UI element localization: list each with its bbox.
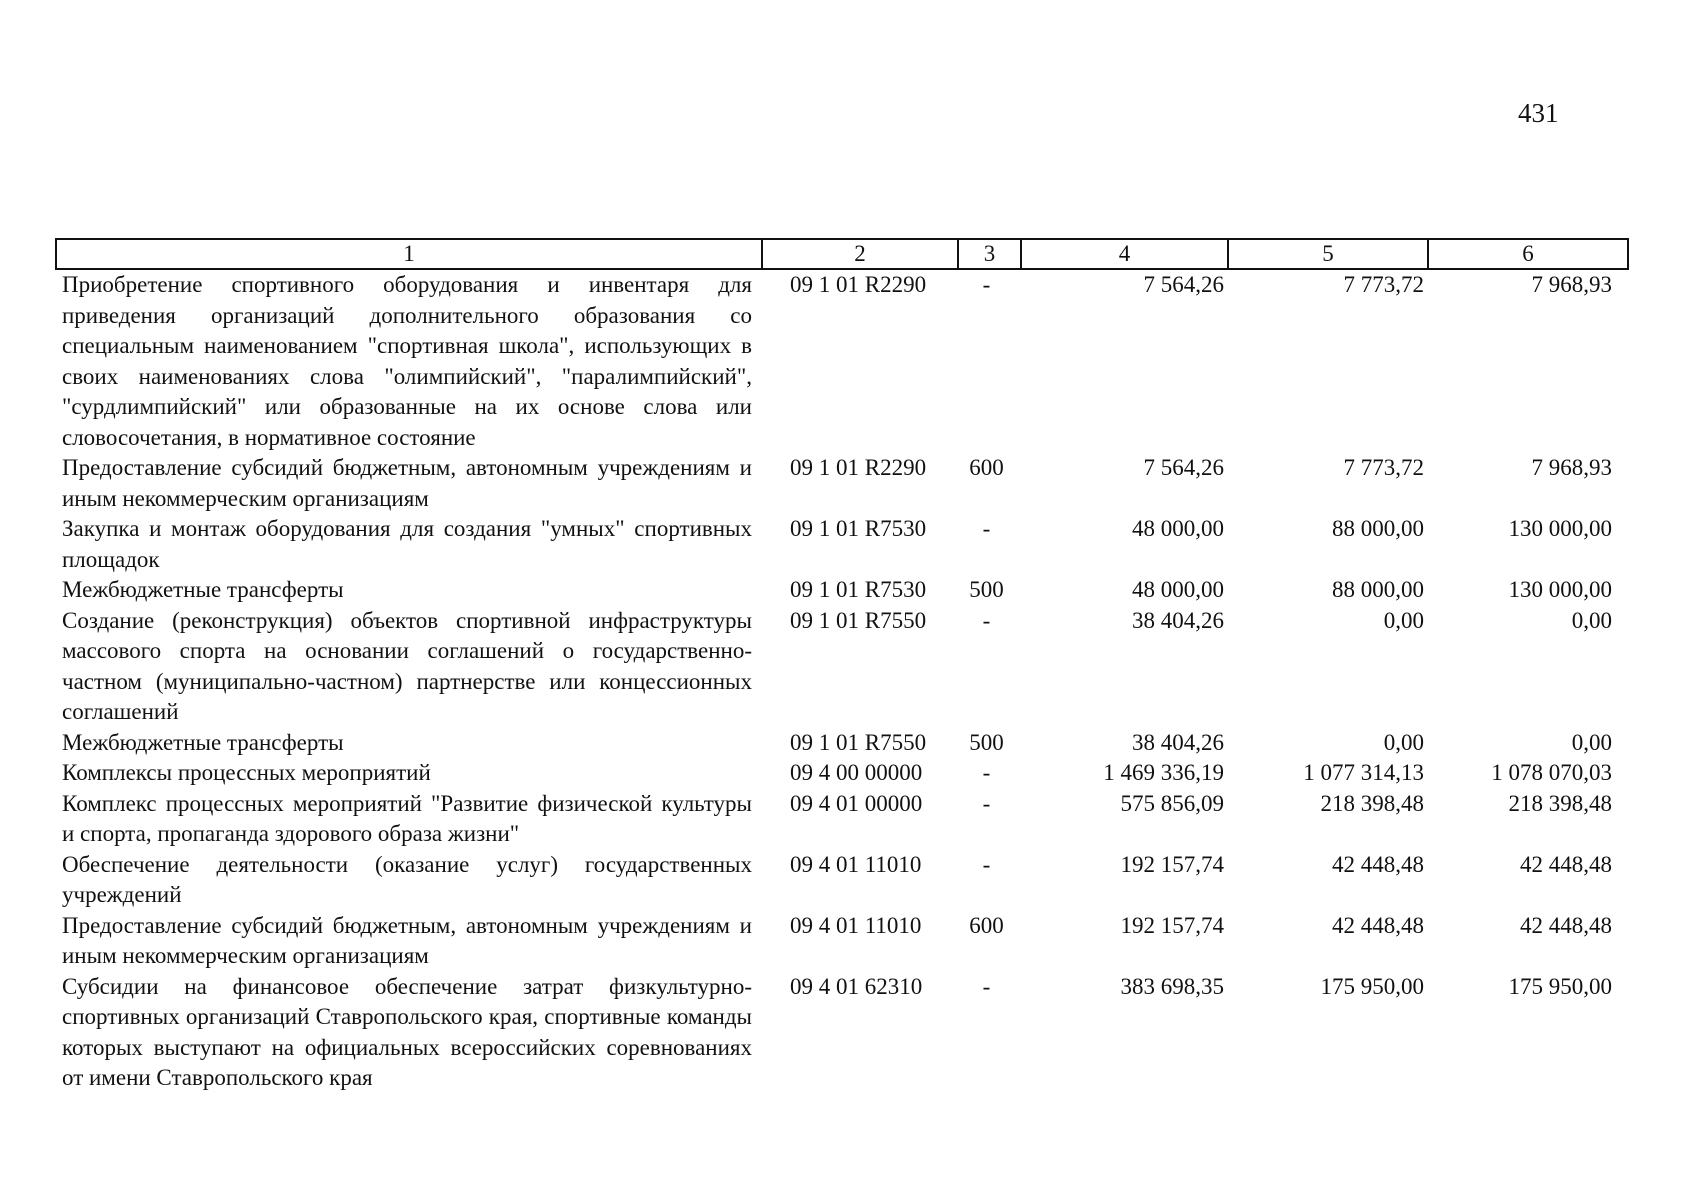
budget-table bbox=[55, 238, 1629, 1094]
table-row bbox=[56, 453, 1628, 514]
row-code: 09 4 00 00000 bbox=[790, 760, 923, 785]
table-row bbox=[56, 728, 1628, 759]
row-amount-col4: 192 157,74 bbox=[1120, 912, 1224, 938]
row-amount-col4: 38 404,26 bbox=[1132, 729, 1224, 755]
row-amount-col5: 7 773,72 bbox=[1343, 272, 1424, 297]
column-header-1: 1 bbox=[56, 239, 762, 269]
row-amount-col5: 42 448,48 bbox=[1332, 851, 1424, 877]
row-name: Закупка и монтаж оборудования для создания "умных" спортивных площадок bbox=[62, 516, 752, 572]
row-amount-col5: 42 448,48 bbox=[1332, 912, 1424, 938]
row-amount-col5: 7 773,72 bbox=[1343, 455, 1424, 480]
row-amount-col5: 0,00 bbox=[1383, 607, 1424, 633]
row-name: Межбюджетные трансферты bbox=[62, 577, 344, 602]
row-name: Создание (реконструкция) объектов спортивной инфраструктуры массового спорта на основании соглашений о государственно-частном (муниципально-частном) партнерстве или концессионных соглашений bbox=[62, 607, 752, 724]
table-row bbox=[56, 911, 1628, 972]
page-number: 431 bbox=[1518, 98, 1559, 128]
row-amount-col5: 88 000,00 bbox=[1332, 516, 1424, 541]
row-code: 09 1 01 R7550 bbox=[790, 729, 927, 755]
row-amount-col4: 48 000,00 bbox=[1132, 516, 1224, 541]
row-amount-col4: 7 564,26 bbox=[1143, 272, 1224, 297]
row-code: 09 1 01 R7550 bbox=[790, 607, 927, 633]
row-amount-col4: 1 469 336,19 bbox=[1103, 760, 1224, 785]
row-code: 09 4 01 11010 bbox=[790, 851, 922, 877]
row-expense-type: 600 bbox=[969, 912, 1004, 938]
row-expense-type: - bbox=[982, 516, 991, 541]
row-code: 09 1 01 R7530 bbox=[790, 516, 927, 541]
table-row bbox=[56, 758, 1628, 789]
row-name: Комплекс процессных мероприятий "Развитие физической культуры и спорта, пропаганда здорового образа жизни" bbox=[62, 790, 752, 846]
column-header-5: 5 bbox=[1228, 239, 1428, 269]
table-body bbox=[56, 269, 1628, 1094]
row-amount-col4: 383 698,35 bbox=[1120, 973, 1224, 999]
row-name: Межбюджетные трансферты bbox=[62, 729, 344, 755]
row-expense-type: - bbox=[982, 973, 991, 999]
row-code: 09 4 01 11010 bbox=[790, 912, 922, 938]
row-expense-type: 600 bbox=[969, 455, 1004, 480]
table-row bbox=[56, 972, 1628, 1094]
table-row bbox=[56, 850, 1628, 911]
row-amount-col6: 130 000,00 bbox=[1508, 577, 1612, 602]
table-row bbox=[56, 575, 1628, 606]
row-amount-col6: 1 078 070,03 bbox=[1491, 760, 1612, 785]
table-header bbox=[56, 239, 1628, 269]
column-header-4: 4 bbox=[1021, 239, 1228, 269]
row-amount-col5: 0,00 bbox=[1383, 729, 1424, 755]
row-expense-type: - bbox=[982, 272, 991, 297]
row-amount-col5: 88 000,00 bbox=[1332, 577, 1424, 602]
row-amount-col4: 48 000,00 bbox=[1132, 577, 1224, 602]
column-header-2: 2 bbox=[762, 239, 958, 269]
table-row bbox=[56, 269, 1628, 453]
row-expense-type: - bbox=[982, 790, 991, 816]
row-code: 09 1 01 R2290 bbox=[790, 455, 927, 480]
row-name: Комплексы процессных мероприятий bbox=[62, 760, 431, 785]
row-amount-col5: 175 950,00 bbox=[1320, 973, 1424, 999]
row-name: Предоставление субсидий бюджетным, автономным учреждениям и иным некоммерческим организациям bbox=[62, 912, 752, 968]
header-row bbox=[56, 239, 1628, 269]
row-expense-type: 500 bbox=[969, 729, 1004, 755]
row-code: 09 4 01 62310 bbox=[790, 973, 923, 999]
row-amount-col6: 7 968,93 bbox=[1531, 272, 1612, 297]
row-amount-col6: 218 398,48 bbox=[1508, 790, 1612, 816]
row-amount-col4: 7 564,26 bbox=[1143, 455, 1224, 480]
table-row bbox=[56, 789, 1628, 850]
row-amount-col6: 0,00 bbox=[1571, 729, 1612, 755]
row-amount-col6: 0,00 bbox=[1571, 607, 1612, 633]
column-header-3: 3 bbox=[958, 239, 1021, 269]
table-row bbox=[56, 606, 1628, 728]
row-amount-col5: 1 077 314,13 bbox=[1303, 760, 1424, 785]
row-name: Приобретение спортивного оборудования и инвентаря для приведения организаций дополнительного образования со специальным наименованием "спортивная школа", использующих в своих наименованиях слова "олимпийский", "паралимпийский", "сурдлимпийский" или образованные на их основе слова или словосочетания, в нормативное состояние bbox=[62, 272, 752, 450]
row-name: Обеспечение деятельности (оказание услуг) государственных учреждений bbox=[62, 851, 752, 907]
row-amount-col6: 42 448,48 bbox=[1520, 912, 1612, 938]
row-amount-col6: 7 968,93 bbox=[1531, 455, 1612, 480]
row-amount-col5: 218 398,48 bbox=[1320, 790, 1424, 816]
row-amount-col6: 42 448,48 bbox=[1520, 851, 1612, 877]
row-code: 09 4 01 00000 bbox=[790, 790, 923, 816]
row-amount-col4: 38 404,26 bbox=[1132, 607, 1224, 633]
row-code: 09 1 01 R2290 bbox=[790, 272, 927, 297]
table-row bbox=[56, 514, 1628, 575]
row-expense-type: - bbox=[982, 851, 991, 877]
column-header-6: 6 bbox=[1428, 239, 1628, 269]
row-expense-type: - bbox=[982, 760, 991, 785]
row-amount-col4: 575 856,09 bbox=[1120, 790, 1224, 816]
row-amount-col6: 175 950,00 bbox=[1508, 973, 1612, 999]
row-amount-col6: 130 000,00 bbox=[1508, 516, 1612, 541]
row-amount-col4: 192 157,74 bbox=[1120, 851, 1224, 877]
row-code: 09 1 01 R7530 bbox=[790, 577, 927, 602]
row-name: Субсидии на финансовое обеспечение затрат физкультурно-спортивных организаций Ставропольского края, спортивные команды которых выступают на официальных всероссийских соревнованиях от имени Ставропольского края bbox=[62, 973, 752, 1090]
row-expense-type: - bbox=[982, 607, 991, 633]
row-name: Предоставление субсидий бюджетным, автономным учреждениям и иным некоммерческим организациям bbox=[62, 455, 752, 511]
row-expense-type: 500 bbox=[969, 577, 1004, 602]
